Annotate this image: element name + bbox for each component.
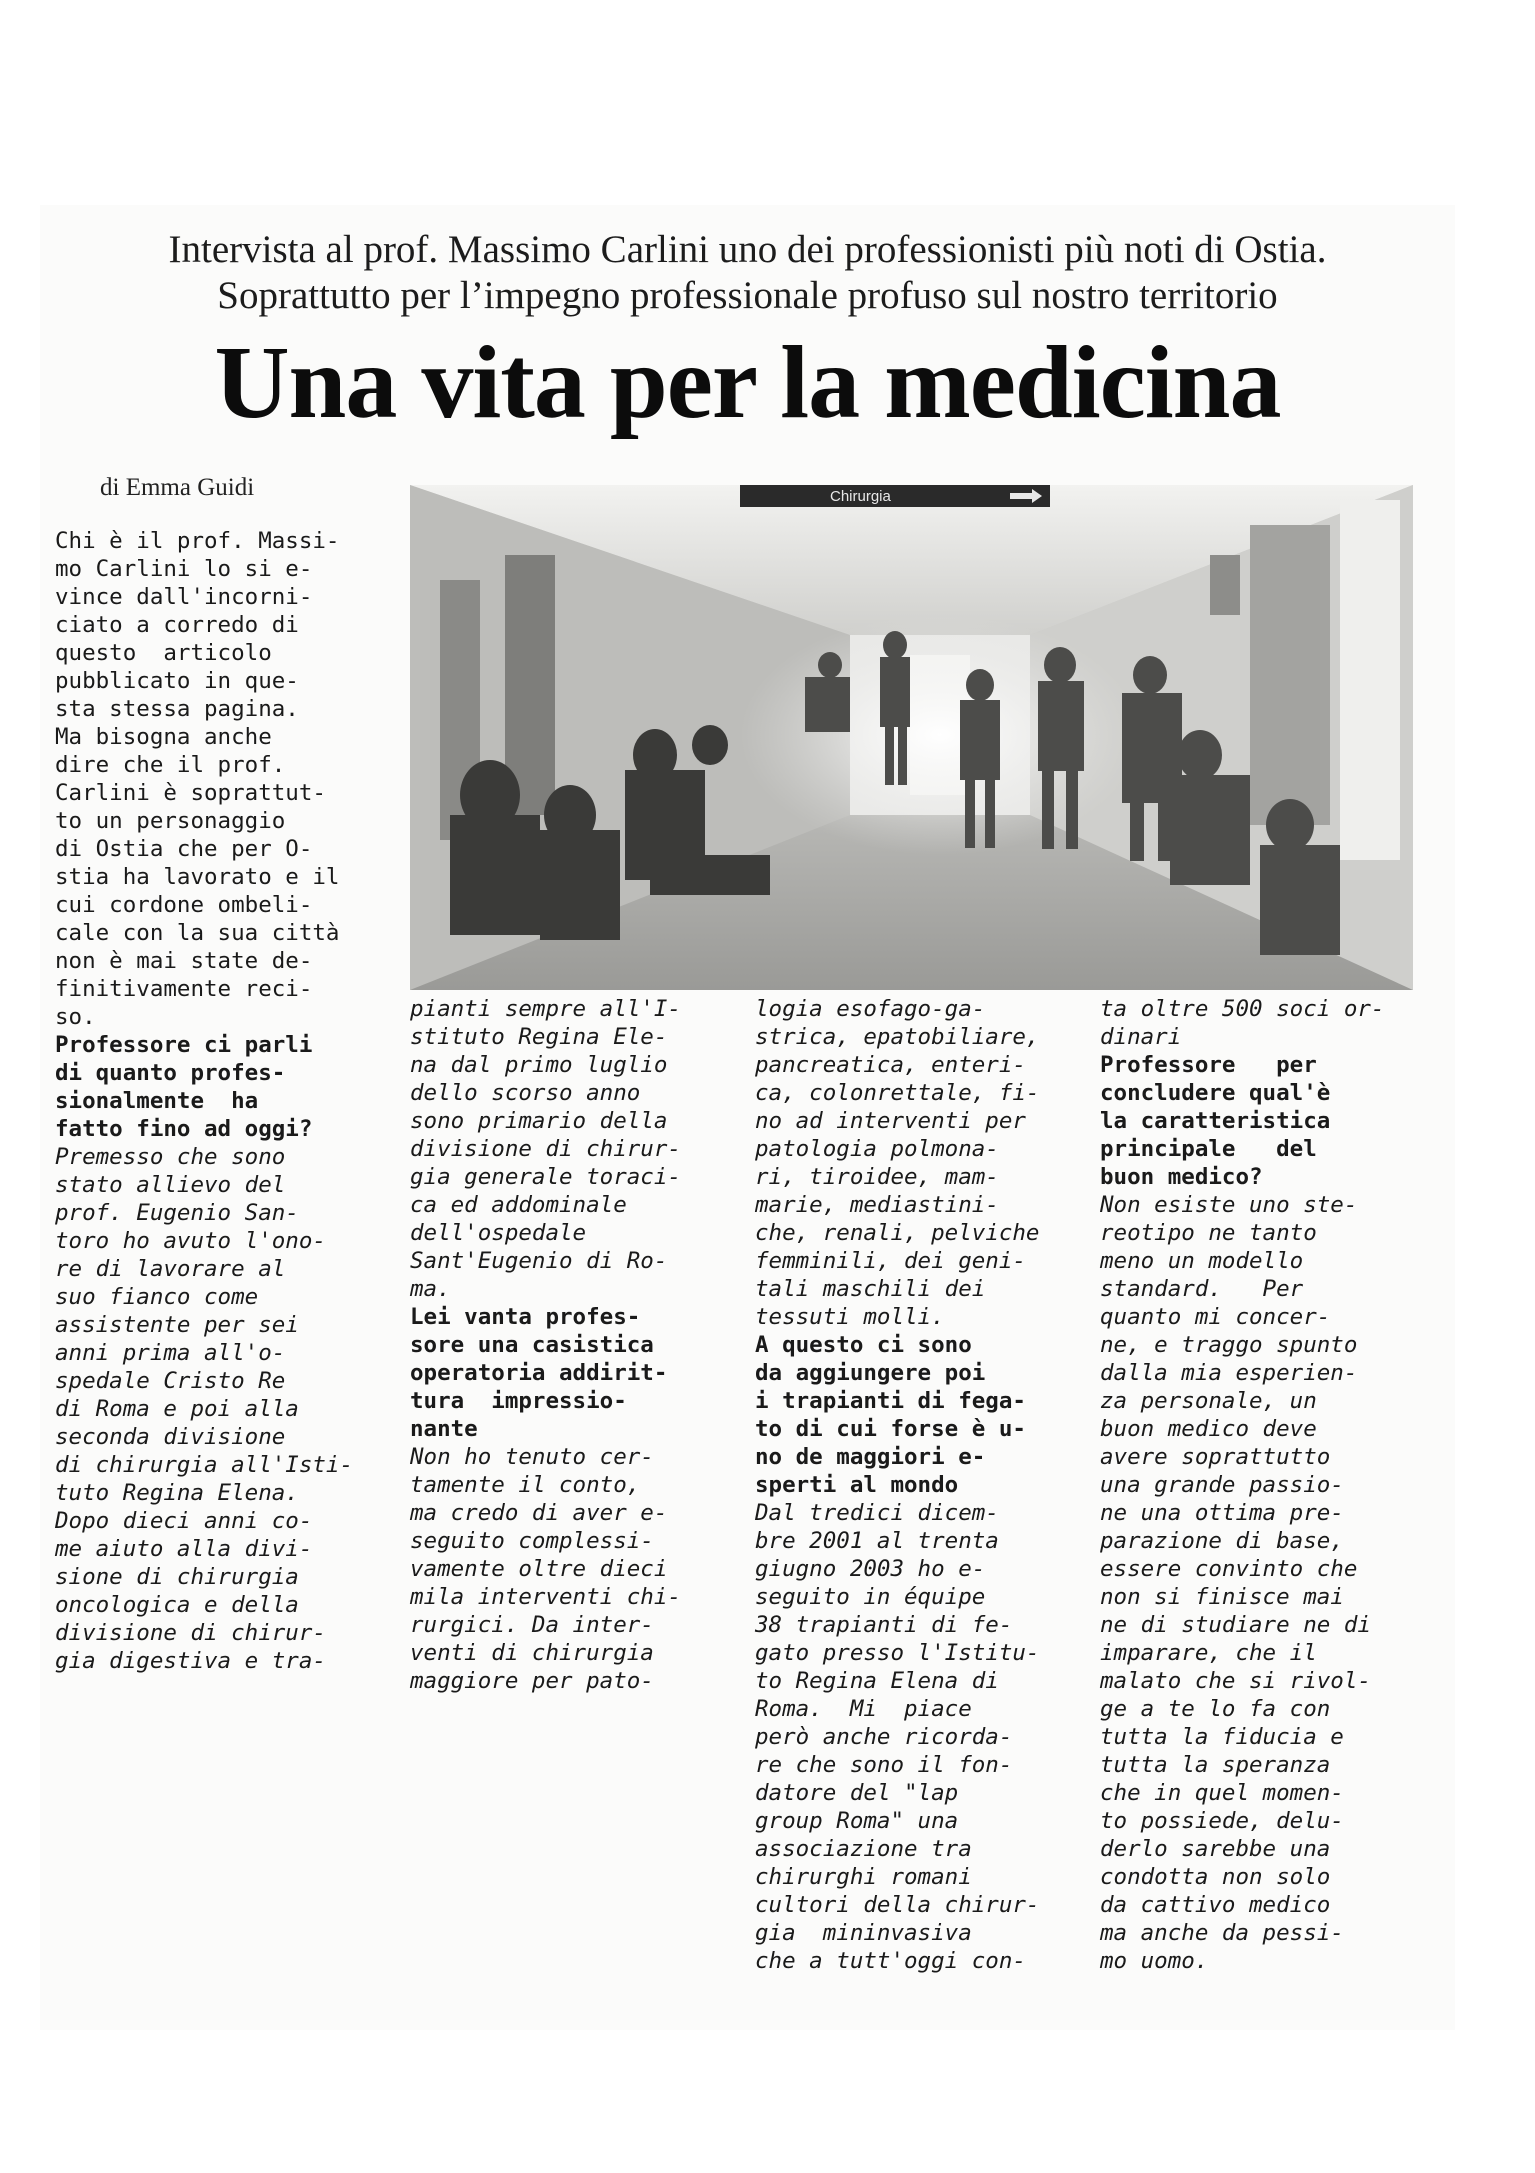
text-line: di Roma e poi alla bbox=[55, 1396, 299, 1422]
text-line: una grande passio- bbox=[1100, 1472, 1344, 1498]
text-line: meno un modello bbox=[1100, 1248, 1304, 1274]
text-line: maggiore per pato- bbox=[410, 1668, 654, 1694]
text-line: spedale Cristo Re bbox=[55, 1368, 286, 1394]
text-line: no ad interventi per bbox=[755, 1108, 1026, 1134]
text-column-2 bbox=[410, 995, 681, 1695]
text-line: essere convinto che bbox=[1100, 1556, 1358, 1582]
text-line: cultori della chirur- bbox=[755, 1892, 1040, 1918]
text-line: patologia polmona- bbox=[755, 1136, 999, 1162]
text-line: dell'ospedale bbox=[410, 1220, 587, 1246]
text-line: strica, epatobiliare, bbox=[755, 1024, 1040, 1050]
text-line: mila interventi chi- bbox=[410, 1584, 681, 1610]
text-line: di Ostia che per O- bbox=[55, 836, 313, 862]
headline: Una vita per la medicina bbox=[214, 325, 1281, 440]
text-line: reotipo ne tanto bbox=[1100, 1220, 1317, 1246]
text-line: pianti sempre all'I- bbox=[410, 996, 681, 1022]
text-line: Dal tredici dicem- bbox=[755, 1500, 999, 1526]
text-line: tuto Regina Elena. bbox=[55, 1480, 299, 1506]
text-line: non è mai state de- bbox=[55, 948, 313, 974]
text-line: gia generale toraci- bbox=[410, 1164, 681, 1190]
text-line: divisione di chirur- bbox=[410, 1136, 681, 1162]
text-line: bre 2001 al trenta bbox=[755, 1528, 999, 1554]
text-line: so. bbox=[55, 1004, 96, 1030]
question-line: to di cui forse è u- bbox=[755, 1416, 1026, 1442]
text-line: toro ho avuto l'ono- bbox=[55, 1228, 326, 1254]
question-line: Lei vanta profes- bbox=[410, 1304, 641, 1330]
text-line: ne, e traggo spunto bbox=[1100, 1332, 1358, 1358]
text-line: avere soprattutto bbox=[1100, 1444, 1331, 1470]
text-line: questo articolo bbox=[55, 640, 272, 666]
text-line: Ma bisogna anche bbox=[55, 724, 272, 750]
text-line: Chi è il prof. Massi- bbox=[55, 528, 340, 554]
text-line: non si finisce mai bbox=[1100, 1584, 1344, 1610]
text-line: logia esofago-ga- bbox=[755, 996, 986, 1022]
text-line: divisione di chirur- bbox=[55, 1620, 326, 1646]
text-line: na dal primo luglio bbox=[410, 1052, 668, 1078]
text-line: assistente per sei bbox=[55, 1312, 299, 1338]
text-line: ciato a corredo di bbox=[55, 612, 299, 638]
text-line: ca, colonrettale, fi- bbox=[755, 1080, 1040, 1106]
text-line: ne di studiare ne di bbox=[1100, 1612, 1371, 1638]
question-line: buon medico? bbox=[1100, 1164, 1263, 1190]
question-line: i trapianti di fega- bbox=[755, 1388, 1026, 1414]
text-line: tutta la speranza bbox=[1100, 1752, 1331, 1778]
text-line: vince dall'incorni- bbox=[55, 584, 313, 610]
text-line: re che sono il fon- bbox=[755, 1752, 1013, 1778]
question-line: da aggiungere poi bbox=[755, 1360, 986, 1386]
text-line: associazione tra bbox=[755, 1836, 972, 1862]
text-line: da cattivo medico bbox=[1100, 1892, 1331, 1918]
text-column-3 bbox=[755, 995, 1039, 1975]
byline: di Emma Guidi bbox=[100, 474, 255, 501]
question-line: principale del bbox=[1100, 1136, 1317, 1162]
text-line: mo Carlini lo si e- bbox=[55, 556, 313, 582]
text-line: cale con la sua città bbox=[55, 920, 340, 946]
text-line: pubblicato in que- bbox=[55, 668, 299, 694]
text-line: gia mininvasiva bbox=[755, 1920, 972, 1946]
text-line: chirurghi romani bbox=[755, 1864, 972, 1890]
text-line: re di lavorare al bbox=[55, 1256, 286, 1282]
text-line: cui cordone ombeli- bbox=[55, 892, 313, 918]
text-line: ma credo di aver e- bbox=[410, 1500, 668, 1526]
text-line: che, renali, pelviche bbox=[755, 1220, 1040, 1246]
question-line: A questo ci sono bbox=[755, 1332, 972, 1358]
text-line: ri, tiroidee, mam- bbox=[755, 1164, 999, 1190]
question-line: Professore per bbox=[1100, 1052, 1317, 1078]
question-line: sperti al mondo bbox=[755, 1472, 959, 1498]
text-line: imparare, che il bbox=[1100, 1640, 1317, 1666]
text-line: dire che il prof. bbox=[55, 752, 286, 778]
text-line: però anche ricorda- bbox=[755, 1724, 1013, 1750]
text-line: standard. Per bbox=[1100, 1276, 1304, 1302]
question-line: operatoria addirit- bbox=[410, 1360, 668, 1386]
text-line: Dopo dieci anni co- bbox=[55, 1508, 313, 1534]
text-line: seguito complessi- bbox=[410, 1528, 654, 1554]
text-line: ge a te lo fa con bbox=[1100, 1696, 1331, 1722]
text-line: femminili, dei geni- bbox=[755, 1248, 1026, 1274]
text-line: buon medico deve bbox=[1100, 1416, 1317, 1442]
text-line: dinari bbox=[1100, 1024, 1182, 1050]
kicker-line-2: Soprattutto per l’impegno professionale profuso sul nostro territorio bbox=[217, 274, 1278, 317]
text-line: tali maschili dei bbox=[755, 1276, 986, 1302]
text-line: condotta non solo bbox=[1100, 1864, 1331, 1890]
text-line: giugno 2003 ho e- bbox=[755, 1556, 986, 1582]
question-line: nante bbox=[410, 1416, 478, 1442]
question-line: sore una casistica bbox=[410, 1332, 654, 1358]
text-line: di chirurgia all'Isti- bbox=[55, 1452, 354, 1478]
question-line: Professore ci parli bbox=[55, 1032, 313, 1058]
text-line: anni prima all'o- bbox=[55, 1340, 286, 1366]
question-line: tura impressio- bbox=[410, 1388, 627, 1414]
text-line: to un personaggio bbox=[55, 808, 286, 834]
text-line: rurgici. Da inter- bbox=[410, 1612, 654, 1638]
text-line: quanto mi concer- bbox=[1100, 1304, 1331, 1330]
text-line: dalla mia esperien- bbox=[1100, 1360, 1358, 1386]
text-line: group Roma" una bbox=[755, 1808, 959, 1834]
text-line: stato allievo del bbox=[55, 1172, 286, 1198]
corridor-sign: Chirurgia bbox=[830, 488, 891, 505]
text-line: ca ed addominale bbox=[410, 1192, 627, 1218]
text-line: ma anche da pessi- bbox=[1100, 1920, 1344, 1946]
text-line: sione di chirurgia bbox=[55, 1564, 299, 1590]
text-line: gato presso l'Istitu- bbox=[755, 1640, 1040, 1666]
text-line: me aiuto alla divi- bbox=[55, 1536, 313, 1562]
text-line: ta oltre 500 soci or- bbox=[1100, 996, 1385, 1022]
text-line: tamente il conto, bbox=[410, 1472, 641, 1498]
text-line: za personale, un bbox=[1100, 1388, 1317, 1414]
text-line: che a tutt'oggi con- bbox=[755, 1948, 1026, 1974]
text-line: parazione di base, bbox=[1100, 1528, 1344, 1554]
text-line: Premesso che sono bbox=[55, 1144, 286, 1170]
text-line: to possiede, delu- bbox=[1100, 1808, 1344, 1834]
text-line: che in quel momen- bbox=[1100, 1780, 1344, 1806]
question-line: fatto fino ad oggi? bbox=[55, 1116, 313, 1142]
text-line: vamente oltre dieci bbox=[410, 1556, 668, 1582]
text-line: prof. Eugenio San- bbox=[55, 1200, 299, 1226]
text-line: venti di chirurgia bbox=[410, 1640, 654, 1666]
question-line: la caratteristica bbox=[1100, 1108, 1331, 1134]
text-line: stia ha lavorato e il bbox=[55, 864, 340, 890]
text-line: Carlini è soprattut- bbox=[55, 780, 326, 806]
text-line: marie, mediastini- bbox=[755, 1192, 999, 1218]
text-line: tutta la fiducia e bbox=[1100, 1724, 1344, 1750]
text-line: 38 trapianti di fe- bbox=[755, 1612, 1013, 1638]
text-line: Non ho tenuto cer- bbox=[410, 1444, 654, 1470]
text-line: sono primario della bbox=[410, 1108, 668, 1134]
text-line: oncologica e della bbox=[55, 1592, 299, 1618]
text-line: Sant'Eugenio di Ro- bbox=[410, 1248, 668, 1274]
text-line: Roma. Mi piace bbox=[755, 1696, 972, 1722]
kicker-line-1: Intervista al prof. Massimo Carlini uno dei professionisti più noti di Ostia. bbox=[168, 228, 1327, 271]
question-line: concludere qual'è bbox=[1100, 1080, 1331, 1106]
text-line: seguito in équipe bbox=[755, 1584, 986, 1610]
text-line: malato che si rivol- bbox=[1100, 1668, 1371, 1694]
text-column-1 bbox=[55, 527, 353, 1675]
text-line: sta stessa pagina. bbox=[55, 696, 299, 722]
text-line: finitivamente reci- bbox=[55, 976, 313, 1002]
newspaper-clipping bbox=[40, 205, 1455, 2030]
text-line: to Regina Elena di bbox=[755, 1668, 999, 1694]
text-column-4 bbox=[1100, 995, 1384, 1975]
text-line: seconda divisione bbox=[55, 1424, 286, 1450]
text-line: mo uomo. bbox=[1100, 1948, 1209, 1974]
text-line: ma. bbox=[410, 1276, 451, 1302]
hospital-corridor-photo bbox=[410, 485, 1413, 990]
text-line: suo fianco come bbox=[55, 1284, 259, 1310]
corridor-illustration bbox=[410, 485, 1413, 990]
text-line: datore del "lap bbox=[755, 1780, 959, 1806]
text-line: gia digestiva e tra- bbox=[55, 1648, 326, 1674]
question-line: sionalmente ha bbox=[55, 1088, 259, 1114]
text-line: pancreatica, enteri- bbox=[755, 1052, 1026, 1078]
text-line: ne una ottima pre- bbox=[1100, 1500, 1344, 1526]
text-line: tessuti molli. bbox=[755, 1304, 945, 1330]
text-line: Non esiste uno ste- bbox=[1100, 1192, 1358, 1218]
question-line: no de maggiori e- bbox=[755, 1444, 986, 1470]
question-line: di quanto profes- bbox=[55, 1060, 286, 1086]
text-line: dello scorso anno bbox=[410, 1080, 641, 1106]
text-line: stituto Regina Ele- bbox=[410, 1024, 668, 1050]
text-line: derlo sarebbe una bbox=[1100, 1836, 1331, 1862]
